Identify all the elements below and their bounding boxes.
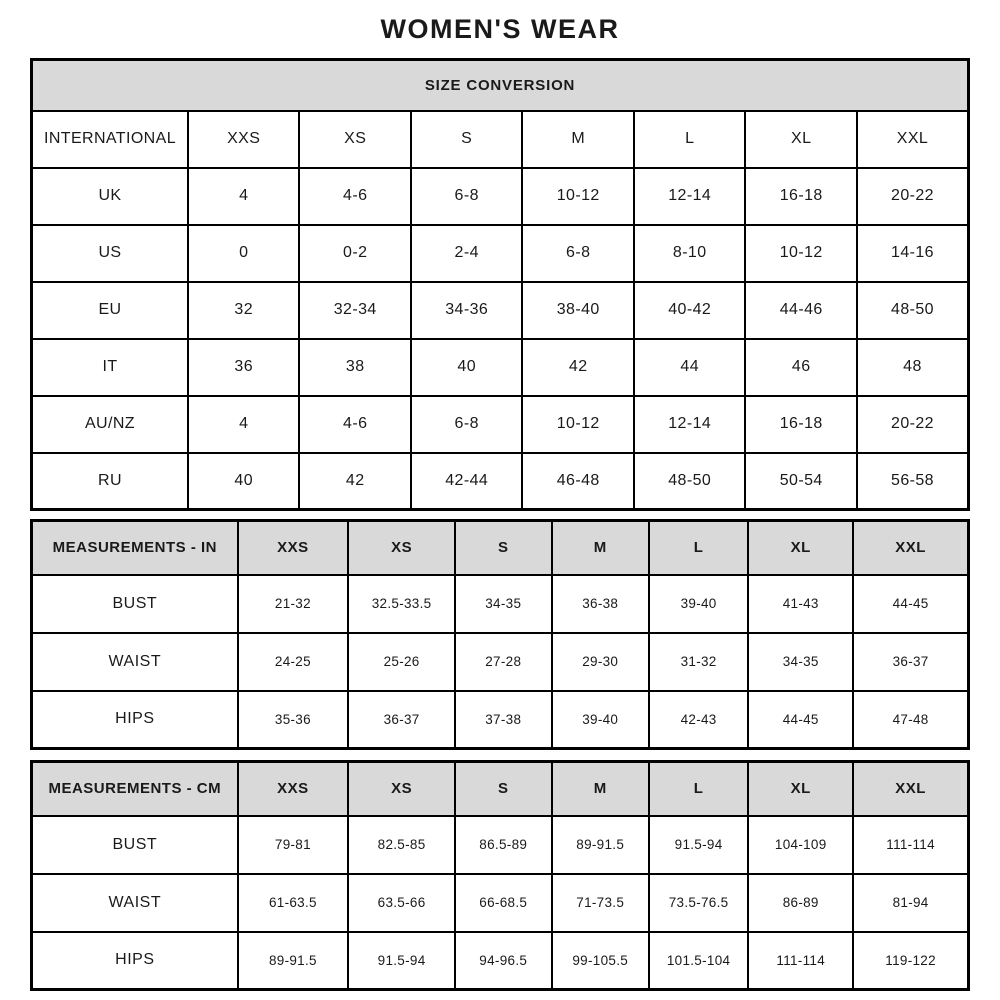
measurement-cell: 36-38: [552, 575, 649, 633]
size-cell: 48-50: [634, 453, 746, 510]
size-cell: 48-50: [857, 282, 969, 339]
measurement-cell: 101.5-104: [649, 932, 748, 990]
row-label: AU/NZ: [32, 396, 188, 453]
column-header: L: [634, 111, 746, 168]
size-cell: 20-22: [857, 168, 969, 225]
size-cell: 32: [188, 282, 300, 339]
size-cell: 36: [188, 339, 300, 396]
column-header: S: [455, 762, 552, 816]
measurement-cell: 41-43: [748, 575, 853, 633]
row-label: US: [32, 225, 188, 282]
size-conversion-table: [30, 58, 970, 511]
measurement-cell: 32.5-33.5: [348, 575, 455, 633]
size-cell: 56-58: [857, 453, 969, 510]
measurement-cell: 81-94: [853, 874, 968, 932]
measurement-cell: 37-38: [455, 691, 552, 749]
row-label: WAIST: [32, 633, 238, 691]
column-header: XXS: [238, 762, 349, 816]
measurement-cell: 119-122: [853, 932, 968, 990]
table-row: [32, 932, 969, 990]
measurement-cell: 21-32: [238, 575, 349, 633]
table-row: [32, 282, 969, 339]
measurement-cell: 42-43: [649, 691, 748, 749]
size-cell: 4-6: [299, 168, 411, 225]
size-cell: 12-14: [634, 168, 746, 225]
table-row: [32, 339, 969, 396]
column-header: XXS: [188, 111, 300, 168]
measurement-cell: 111-114: [748, 932, 853, 990]
table-row: [32, 874, 969, 932]
size-cell: 40: [411, 339, 523, 396]
measurement-cell: 86-89: [748, 874, 853, 932]
size-cell: 6-8: [411, 168, 523, 225]
row-label: HIPS: [32, 691, 238, 749]
measurements-in-table: [30, 519, 970, 750]
size-cell: 6-8: [411, 396, 523, 453]
measurement-cell: 91.5-94: [348, 932, 455, 990]
size-cell: 32-34: [299, 282, 411, 339]
column-header: XL: [748, 521, 853, 575]
column-header: XXS: [238, 521, 349, 575]
measurement-cell: 89-91.5: [238, 932, 349, 990]
measurement-cell: 104-109: [748, 816, 853, 874]
size-cell: 0: [188, 225, 300, 282]
column-header: XS: [299, 111, 411, 168]
column-header: XXL: [853, 521, 968, 575]
measurement-cell: 27-28: [455, 633, 552, 691]
measurement-cell: 82.5-85: [348, 816, 455, 874]
column-header: S: [411, 111, 523, 168]
measurement-cell: 24-25: [238, 633, 349, 691]
size-cell: 50-54: [745, 453, 857, 510]
column-header: L: [649, 521, 748, 575]
measurement-cell: 73.5-76.5: [649, 874, 748, 932]
column-header: XXL: [857, 111, 969, 168]
table-row: [32, 575, 969, 633]
measurements-cm-table: [30, 760, 970, 991]
size-conversion-header: SIZE CONVERSION: [32, 60, 969, 111]
row-label: UK: [32, 168, 188, 225]
measurement-cell: 29-30: [552, 633, 649, 691]
size-cell: 6-8: [522, 225, 634, 282]
column-header: M: [552, 762, 649, 816]
column-header: XL: [748, 762, 853, 816]
measurement-cell: 47-48: [853, 691, 968, 749]
row-label: EU: [32, 282, 188, 339]
measurements-cm-header: MEASUREMENTS - CM: [32, 762, 238, 816]
table-row: [32, 225, 969, 282]
size-cell: 44: [634, 339, 746, 396]
measurement-cell: 86.5-89: [455, 816, 552, 874]
size-cell: 10-12: [745, 225, 857, 282]
measurement-cell: 79-81: [238, 816, 349, 874]
column-header: INTERNATIONAL: [32, 111, 188, 168]
measurement-cell: 63.5-66: [348, 874, 455, 932]
size-cell: 16-18: [745, 396, 857, 453]
column-header: S: [455, 521, 552, 575]
size-conversion-title-row: [32, 60, 969, 111]
measurement-cell: 94-96.5: [455, 932, 552, 990]
table-row: [32, 633, 969, 691]
size-cell: 40: [188, 453, 300, 510]
row-label: HIPS: [32, 932, 238, 990]
size-cell: 46: [745, 339, 857, 396]
size-cell: 16-18: [745, 168, 857, 225]
measurement-cell: 34-35: [455, 575, 552, 633]
table-row: [32, 168, 969, 225]
size-cell: 0-2: [299, 225, 411, 282]
table-row: [32, 396, 969, 453]
measurements-in-header-row: [32, 521, 969, 575]
size-cell: 42: [299, 453, 411, 510]
size-cell: 10-12: [522, 396, 634, 453]
column-header: M: [522, 111, 634, 168]
size-cell: 12-14: [634, 396, 746, 453]
page-title: WOMEN'S WEAR: [380, 14, 620, 44]
size-cell: 44-46: [745, 282, 857, 339]
table-row: [32, 816, 969, 874]
measurement-cell: 99-105.5: [552, 932, 649, 990]
size-conversion-columns-row: [32, 111, 969, 168]
measurement-cell: 91.5-94: [649, 816, 748, 874]
row-label: BUST: [32, 816, 238, 874]
size-cell: 4-6: [299, 396, 411, 453]
size-cell: 2-4: [411, 225, 523, 282]
measurements-in-header: MEASUREMENTS - IN: [32, 521, 238, 575]
table-row: [32, 691, 969, 749]
size-cell: 34-36: [411, 282, 523, 339]
measurement-cell: 36-37: [348, 691, 455, 749]
measurement-cell: 111-114: [853, 816, 968, 874]
row-label: RU: [32, 453, 188, 510]
measurement-cell: 61-63.5: [238, 874, 349, 932]
size-cell: 42: [522, 339, 634, 396]
column-header: XXL: [853, 762, 968, 816]
measurement-cell: 44-45: [853, 575, 968, 633]
row-label: IT: [32, 339, 188, 396]
size-cell: 4: [188, 168, 300, 225]
table-row: [32, 453, 969, 510]
size-cell: 48: [857, 339, 969, 396]
column-header: M: [552, 521, 649, 575]
size-cell: 38: [299, 339, 411, 396]
size-cell: 8-10: [634, 225, 746, 282]
measurements-cm-header-row: [32, 762, 969, 816]
measurement-cell: 34-35: [748, 633, 853, 691]
column-header: L: [649, 762, 748, 816]
size-cell: 46-48: [522, 453, 634, 510]
measurement-cell: 25-26: [348, 633, 455, 691]
measurement-cell: 31-32: [649, 633, 748, 691]
size-cell: 38-40: [522, 282, 634, 339]
size-cell: 40-42: [634, 282, 746, 339]
measurement-cell: 71-73.5: [552, 874, 649, 932]
measurement-cell: 66-68.5: [455, 874, 552, 932]
row-label: WAIST: [32, 874, 238, 932]
size-cell: 4: [188, 396, 300, 453]
measurement-cell: 44-45: [748, 691, 853, 749]
column-header: XL: [745, 111, 857, 168]
measurement-cell: 39-40: [649, 575, 748, 633]
measurement-cell: 36-37: [853, 633, 968, 691]
measurement-cell: 39-40: [552, 691, 649, 749]
size-cell: 10-12: [522, 168, 634, 225]
size-cell: 42-44: [411, 453, 523, 510]
measurement-cell: 35-36: [238, 691, 349, 749]
column-header: XS: [348, 521, 455, 575]
column-header: XS: [348, 762, 455, 816]
size-cell: 20-22: [857, 396, 969, 453]
measurement-cell: 89-91.5: [552, 816, 649, 874]
row-label: BUST: [32, 575, 238, 633]
size-cell: 14-16: [857, 225, 969, 282]
